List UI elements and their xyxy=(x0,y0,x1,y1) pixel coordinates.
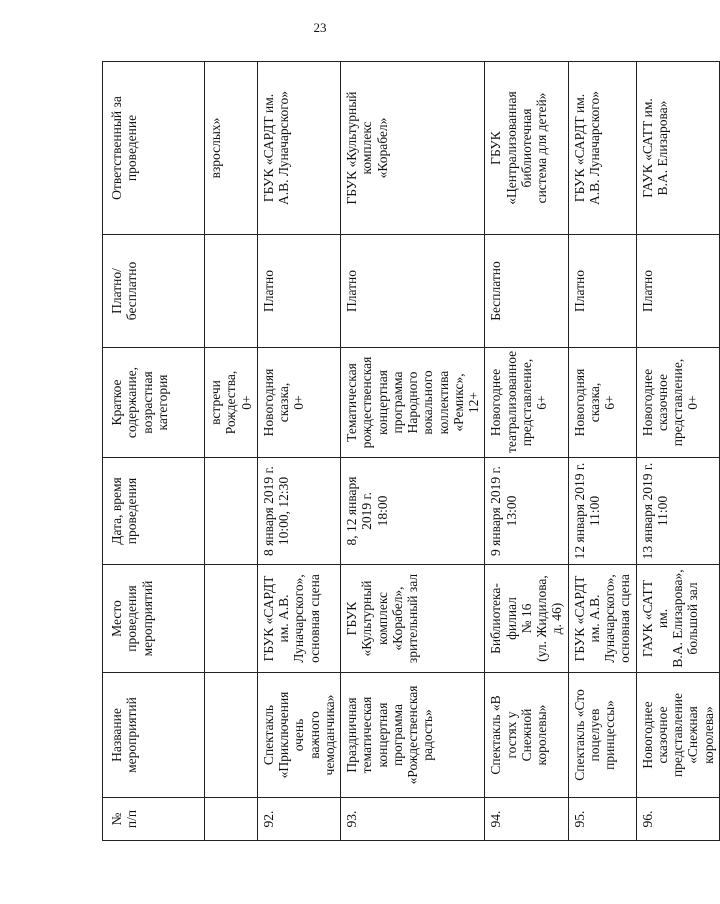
header-summary: Краткое содержание, возрастная категория xyxy=(103,348,205,458)
header-paid: Платно/ бесплатно xyxy=(103,235,205,348)
cell-date-time: 8 января 2019 г. 10:00, 12:30 xyxy=(257,458,340,565)
cell-event-name: Новогоднее сказочное представление «Снежная королева» xyxy=(636,673,719,798)
header-number: № п/п xyxy=(103,798,205,841)
table-row xyxy=(485,62,568,841)
schedule-table-area xyxy=(102,62,716,841)
cell-venue xyxy=(205,565,258,673)
cell-responsible: ГАУК «САТТ им. В.А. Елизарова» xyxy=(636,62,719,235)
events-table xyxy=(102,61,720,841)
cell-event-name: Спектакль «В гостях у Снежной королевы» xyxy=(485,673,568,798)
cell-summary: Тематическая рождественская концертная программа Народного вокального коллектива «Ремикс», 12+ xyxy=(341,348,485,458)
header-event-name: Название мероприятий xyxy=(103,673,205,798)
cell-event-name: Спектакль «Приключения очень важного чемоданчика» xyxy=(257,673,340,798)
table-header-row xyxy=(103,62,205,841)
cell-responsible: взрослых» xyxy=(205,62,258,235)
cell-paid: Платно xyxy=(636,235,719,348)
cell-event-name xyxy=(205,673,258,798)
cell-event-name: Спектакль «Сто поцелуев принцессы» xyxy=(568,673,636,798)
cell-venue: ГБУК «Культурный комплекс «Корабел», зрительный зал xyxy=(341,565,485,673)
cell-paid: Платно xyxy=(341,235,485,348)
cell-number: 94. xyxy=(485,798,568,841)
cell-paid: Бесплатно xyxy=(485,235,568,348)
cell-date-time: 9 января 2019 г. 13:00 xyxy=(485,458,568,565)
header-venue: Место проведения мероприятий xyxy=(103,565,205,673)
cell-summary: Новогодняя сказка, 6+ xyxy=(568,348,636,458)
table-row xyxy=(636,62,719,841)
cell-responsible: ГБУК «Централизованная библиотечная система для детей» xyxy=(485,62,568,235)
cell-venue: ГАУК «САТТ им. В.А. Елизарова», большой зал xyxy=(636,565,719,673)
cell-number: 95. xyxy=(568,798,636,841)
cell-summary: Новогоднее сказочное представление, 0+ xyxy=(636,348,719,458)
cell-date-time: 8, 12 января 2019 г. 18:00 xyxy=(341,458,485,565)
table-row xyxy=(257,62,340,841)
cell-number: 96. xyxy=(636,798,719,841)
cell-number: 92. xyxy=(257,798,340,841)
rotated-table-wrapper xyxy=(102,62,716,841)
cell-summary: Новогоднее театрализованное представление, 6+ xyxy=(485,348,568,458)
cell-date-time: 12 января 2019 г. 11:00 xyxy=(568,458,636,565)
cell-number: 93. xyxy=(341,798,485,841)
table-row xyxy=(568,62,636,841)
cell-responsible: ГБУК «САРДТ им. А.В. Луначарского» xyxy=(568,62,636,235)
cell-venue: Библиотека-филиал № 16 (ул. Жидилова, д. 46) xyxy=(485,565,568,673)
cell-venue: ГБУК «САРДТ им. А.В. Луначарского», основная сцена xyxy=(257,565,340,673)
cell-paid xyxy=(205,235,258,348)
cell-event-name: Праздничная тематическая концертная программа «Рождественская радость» xyxy=(341,673,485,798)
cell-paid: Платно xyxy=(568,235,636,348)
cell-date-time: 13 января 2019 г. 11:00 xyxy=(636,458,719,565)
cell-responsible: ГБУК «Культурный комплекс «Корабел» xyxy=(341,62,485,235)
page-number: 23 xyxy=(313,20,327,35)
cell-venue: ГБУК «САРДТ им. А.В. Луначарского», основная сцена xyxy=(568,565,636,673)
header-responsible: Ответственный за проведение xyxy=(103,62,205,235)
cell-summary: встречи Рождества, 0+ xyxy=(205,348,258,458)
table-row xyxy=(341,62,485,841)
cell-responsible: ГБУК «САРДТ им. А.В. Луначарского» xyxy=(257,62,340,235)
cell-paid: Платно xyxy=(257,235,340,348)
cell-date-time xyxy=(205,458,258,565)
cell-number xyxy=(205,798,258,841)
table-row xyxy=(205,62,258,841)
cell-summary: Новогодняя сказка, 0+ xyxy=(257,348,340,458)
header-date-time: Дата, время проведения xyxy=(103,458,205,565)
